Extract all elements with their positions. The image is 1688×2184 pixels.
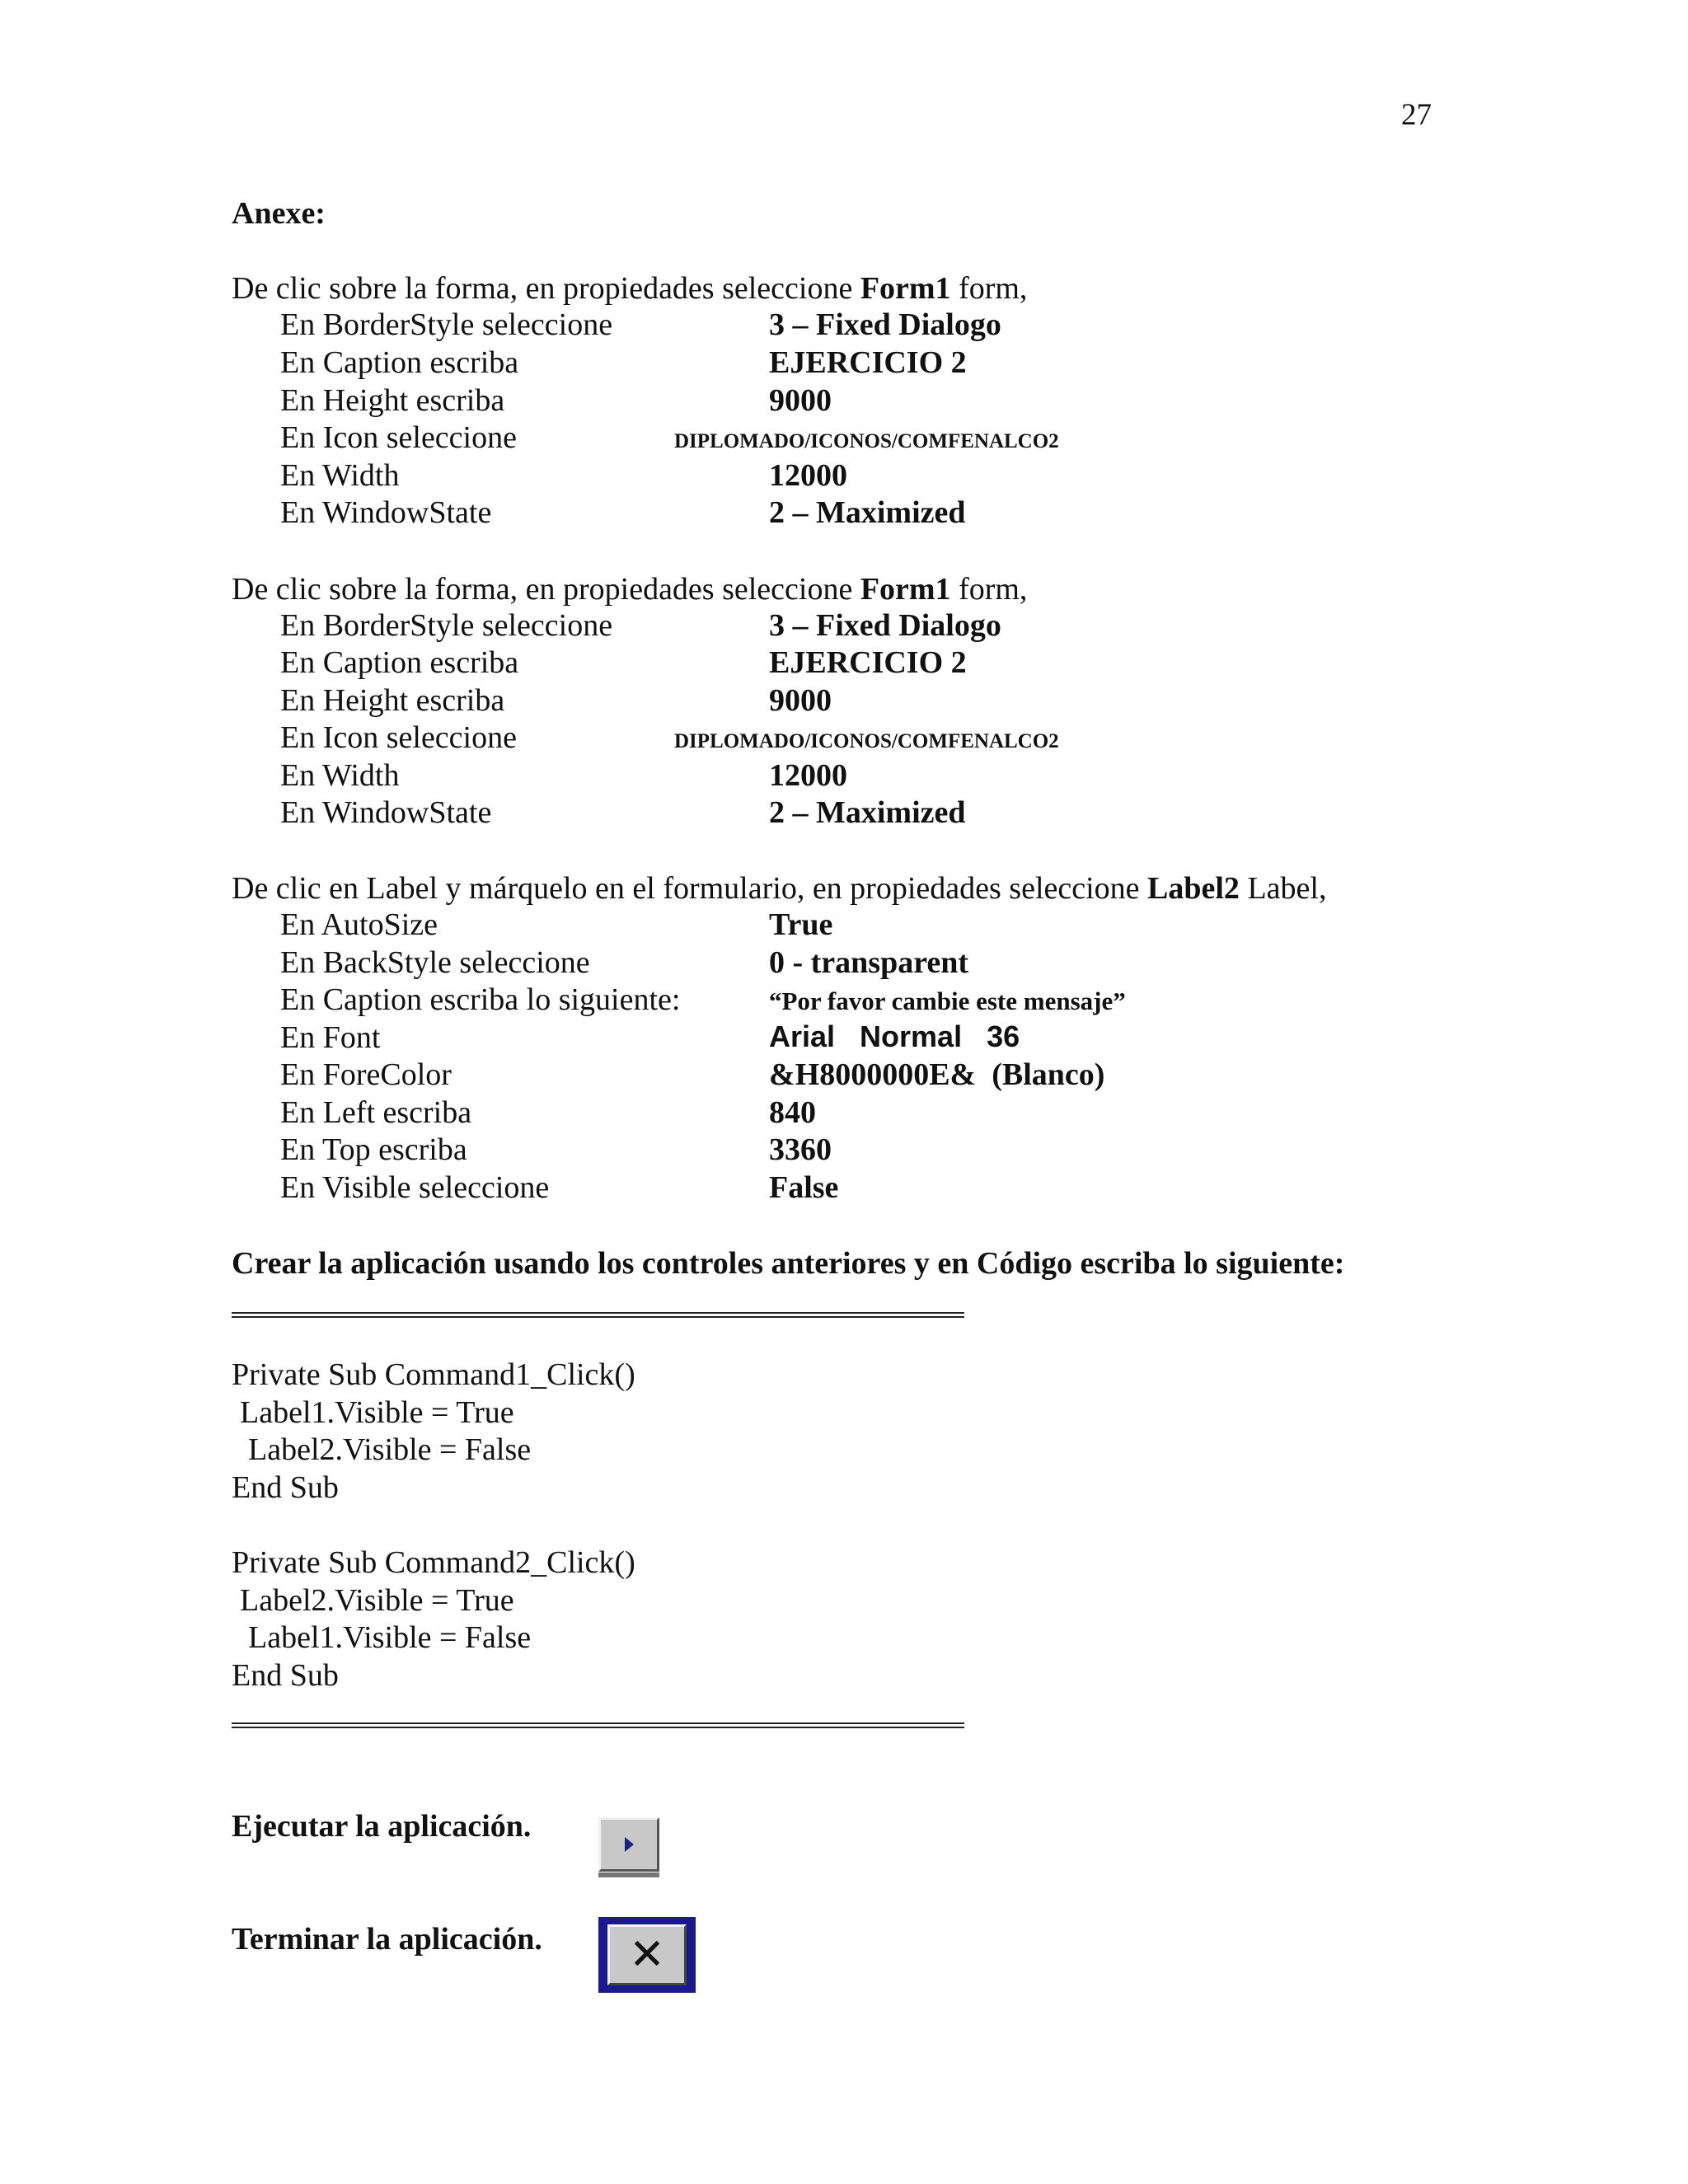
heading-anexe: Anexe: (232, 196, 326, 231)
prop-label: En Left escriba (280, 1095, 472, 1130)
prop-value: 3 – Fixed Dialogo (769, 307, 1001, 342)
prop-label: En BorderStyle seleccione (280, 608, 613, 643)
prop-label: En BorderStyle seleccione (280, 307, 613, 342)
prop-label: En WindowState (280, 795, 492, 830)
prop-label: En Font (280, 1020, 381, 1055)
code-line: Label1.Visible = True (240, 1395, 514, 1430)
prop-label: En AutoSize (280, 907, 438, 942)
code-line: Private Sub Command1_Click() (232, 1357, 635, 1392)
prop-value: 9000 (769, 683, 832, 718)
double-rule-top (232, 1312, 964, 1318)
prop-value: Arial Normal 36 (769, 1019, 1020, 1053)
prop-label: En BackStyle seleccione (280, 945, 590, 980)
code-line: Label1.Visible = False (248, 1620, 532, 1655)
stop-label: Terminar la aplicación. (232, 1922, 542, 1957)
prop-label: En Icon seleccione (280, 420, 517, 455)
play-arrow-icon (625, 1837, 634, 1852)
prop-label: En Top escriba (280, 1132, 467, 1167)
prop-value: 2 – Maximized (769, 495, 966, 530)
stop-button[interactable] (598, 1917, 696, 1993)
prop-label: En Height escriba (280, 383, 505, 418)
code-line: Label2.Visible = False (248, 1432, 532, 1467)
prop-label: En Width (280, 758, 400, 793)
prop-label: En Caption escriba lo siguiente: (280, 982, 681, 1017)
prop-value: EJERCICIO 2 (769, 345, 967, 380)
prop-value: 840 (769, 1095, 816, 1130)
prop-value: “Por favor cambie este mensaje” (769, 987, 1126, 1015)
prop-value: True (769, 907, 833, 942)
close-x-icon: ✕ (607, 1924, 687, 1985)
prop-label: En ForeColor (280, 1057, 452, 1092)
prop-value: 3360 (769, 1132, 832, 1167)
double-rule-bottom (232, 1722, 964, 1728)
prop-value: DIPLOMADO/ICONOS/COMFENALCO2 (674, 730, 1059, 752)
prop-label: En Caption escriba (280, 645, 519, 680)
run-button-shadow (598, 1872, 659, 1877)
prop-value: 9000 (769, 383, 832, 418)
prop-label: En Width (280, 458, 400, 493)
prop-label: En Caption escriba (280, 345, 519, 380)
code-line: Label2.Visible = True (240, 1583, 514, 1618)
code-line: End Sub (232, 1470, 339, 1505)
run-button[interactable] (598, 1817, 659, 1872)
code-line: Private Sub Command2_Click() (232, 1545, 635, 1580)
page-number: 27 (1401, 98, 1432, 132)
prop-value: 12000 (769, 458, 847, 493)
prop-value: 12000 (769, 758, 847, 793)
prop-value: False (769, 1170, 839, 1205)
prop-value: 3 – Fixed Dialogo (769, 608, 1001, 643)
prop-value: &H8000000E& (Blanco) (769, 1057, 1105, 1092)
create-instruction: Crear la aplicación usando los controles anteriores y en Código escriba lo siguiente: (232, 1246, 1345, 1281)
prop-label: En Visible seleccione (280, 1170, 550, 1205)
run-label: Ejecutar la aplicación. (232, 1809, 532, 1844)
prop-label: En WindowState (280, 495, 492, 530)
prop-value: DIPLOMADO/ICONOS/COMFENALCO2 (674, 430, 1059, 452)
block-3-intro: De clic en Label y márquelo en el formulario, en propiedades seleccione Label2 Label, (232, 871, 1327, 906)
prop-value: 2 – Maximized (769, 795, 966, 830)
prop-label: En Height escriba (280, 683, 505, 718)
code-line: End Sub (232, 1658, 339, 1693)
block-1-intro: De clic sobre la forma, en propiedades seleccione Form1 form, (232, 271, 1028, 306)
prop-value: 0 - transparent (769, 945, 969, 980)
prop-label: En Icon seleccione (280, 720, 517, 755)
block-2-intro: De clic sobre la forma, en propiedades seleccione Form1 form, (232, 572, 1028, 607)
prop-value: EJERCICIO 2 (769, 645, 967, 680)
